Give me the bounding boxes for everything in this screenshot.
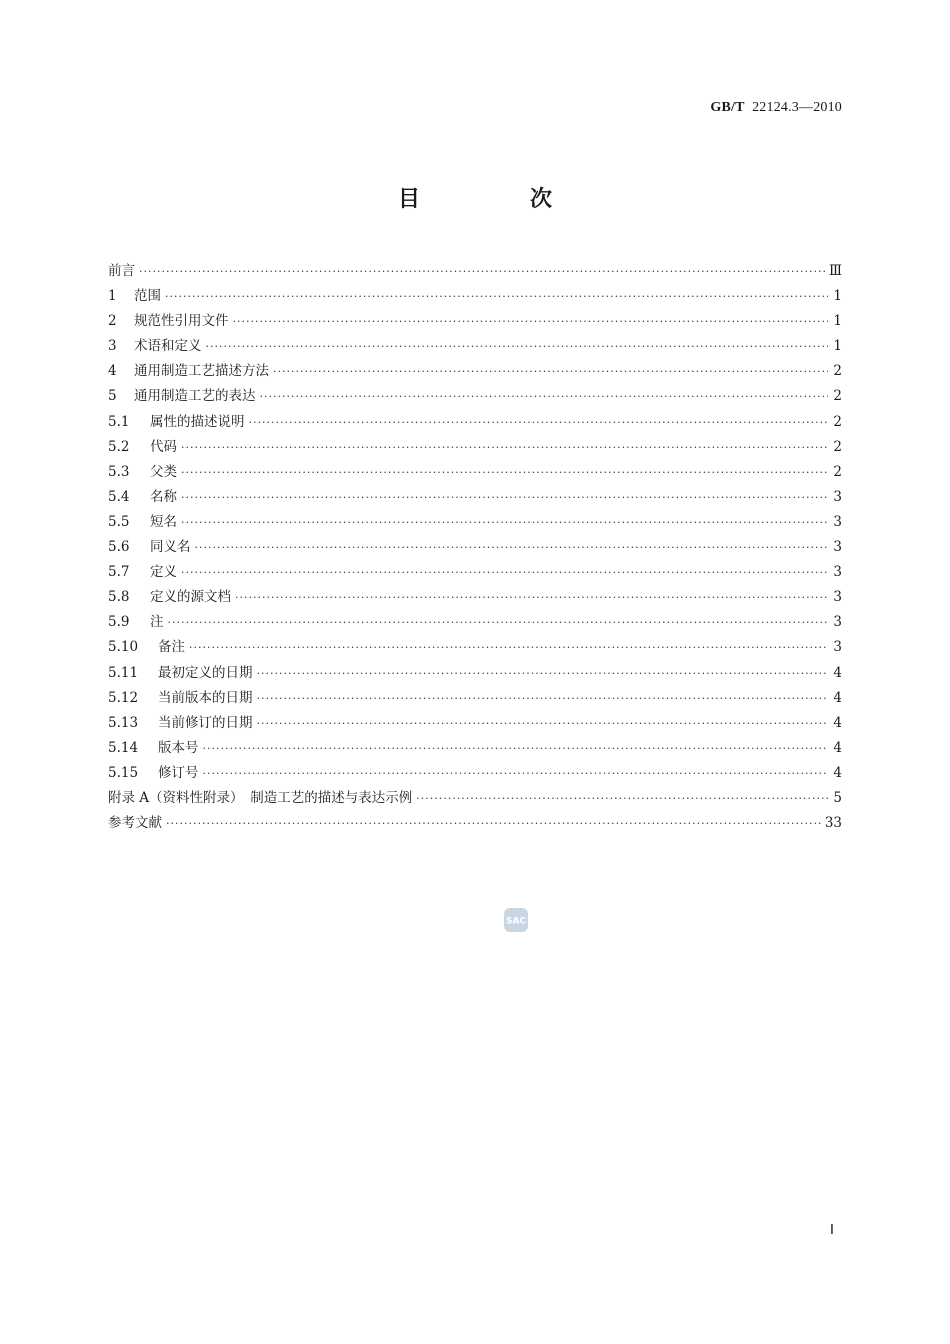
toc-leader-dots xyxy=(181,491,828,504)
logo-text: SAC xyxy=(505,916,527,927)
toc-entry[interactable] xyxy=(108,460,842,485)
toc-entry-label xyxy=(108,711,253,731)
toc-entry-page: 4 xyxy=(833,689,842,706)
toc-entry-page: 2 xyxy=(833,463,842,480)
toc-entry-number: 5.8 xyxy=(108,589,130,606)
toc-entry-label xyxy=(108,485,177,505)
toc-entry-label xyxy=(108,284,161,304)
toc-entry-page: 3 xyxy=(833,639,842,656)
toc-entry-label xyxy=(108,435,177,455)
toc-entry[interactable] xyxy=(108,259,842,284)
toc-entry-label xyxy=(108,635,185,655)
toc-entry-label xyxy=(108,510,177,530)
toc-entry[interactable] xyxy=(108,560,842,585)
toc-leader-dots xyxy=(257,667,829,680)
toc-entry[interactable] xyxy=(108,786,842,811)
toc-entry-label xyxy=(108,610,164,630)
toc-entry-title: 同义名 xyxy=(150,539,191,556)
toc-leader-dots xyxy=(139,265,825,278)
toc-entry-number: 5.12 xyxy=(108,689,139,706)
toc-entry-title: 规范性引用文件 xyxy=(134,313,229,330)
toc-leader-dots xyxy=(249,416,829,429)
toc-entry-label xyxy=(108,334,202,354)
toc-entry-number: 5.14 xyxy=(108,739,139,756)
toc-entry-number: 5.7 xyxy=(108,564,130,581)
toc-entry-page: 1 xyxy=(833,288,842,305)
toc-entry-page: 4 xyxy=(833,714,842,731)
toc-entry-page: 2 xyxy=(833,388,842,405)
toc-entry-title: 最初定义的日期 xyxy=(158,664,253,681)
toc-entry-number: 5.2 xyxy=(108,438,130,455)
toc-entry-label xyxy=(108,736,199,756)
toc-entry-label xyxy=(108,560,177,580)
toc-entry[interactable] xyxy=(108,686,842,711)
toc-entry-label xyxy=(108,259,135,279)
toc-entry-number: 5 xyxy=(108,388,117,405)
toc-entry-page: 2 xyxy=(833,438,842,455)
toc-entry-page: 2 xyxy=(833,363,842,380)
sac-watermark-icon xyxy=(502,906,530,934)
toc-leader-dots xyxy=(181,441,828,454)
toc-entry[interactable] xyxy=(108,309,842,334)
toc-leader-dots xyxy=(257,692,829,705)
toc-leader-dots xyxy=(181,466,828,479)
toc-leader-dots xyxy=(165,290,828,303)
toc-entry-label xyxy=(108,460,177,480)
toc-entry-label xyxy=(108,384,256,404)
toc-entry-title: 当前版本的日期 xyxy=(158,689,253,706)
toc-entry-number: 5.4 xyxy=(108,488,130,505)
toc-entry-title: 代码 xyxy=(150,438,177,455)
toc-entry-number: 4 xyxy=(108,363,117,380)
toc-entry-label xyxy=(108,585,231,605)
toc-entry-label xyxy=(108,410,245,430)
toc-leader-dots xyxy=(203,742,829,755)
toc-leader-dots xyxy=(233,315,829,328)
toc-entry[interactable] xyxy=(108,435,842,460)
toc-entry-page: Ⅲ xyxy=(828,263,842,279)
toc-entry-title: 范围 xyxy=(134,288,161,305)
toc-leader-dots xyxy=(257,717,829,730)
toc-entry[interactable] xyxy=(108,736,842,761)
toc-entry-title: 通用制造工艺的表达 xyxy=(134,388,256,405)
toc-leader-dots xyxy=(166,817,821,830)
toc-entry-title: 参考文献 xyxy=(108,815,162,832)
toc-entry[interactable] xyxy=(108,610,842,635)
toc-entry-title: 属性的描述说明 xyxy=(150,413,245,430)
toc-entry-number: 5.1 xyxy=(108,413,130,430)
toc-entry[interactable] xyxy=(108,485,842,510)
toc-entry-page: 4 xyxy=(833,764,842,781)
toc-entry-label xyxy=(108,686,253,706)
toc-entry[interactable] xyxy=(108,334,842,359)
toc-entry[interactable] xyxy=(108,661,842,686)
toc-leader-dots xyxy=(235,591,828,604)
toc-entry[interactable] xyxy=(108,359,842,384)
toc-leader-dots xyxy=(273,365,828,378)
toc-entry-title: 前言 xyxy=(108,263,135,279)
toc-entry-title: 定义 xyxy=(150,564,177,581)
page-title: 目 次 xyxy=(397,187,596,212)
standard-number: 22124.3—2010 xyxy=(752,100,842,115)
toc-leader-dots xyxy=(260,390,829,403)
toc-entry-page: 1 xyxy=(833,313,842,330)
toc-entry-number: 5.13 xyxy=(108,714,139,731)
toc-entry-page: 3 xyxy=(833,539,842,556)
toc-entry-page: 3 xyxy=(833,488,842,505)
toc-entry-label xyxy=(108,535,191,555)
toc-entry-title: 术语和定义 xyxy=(134,338,202,355)
toc-entry-number: 5.15 xyxy=(108,764,139,781)
toc-entry-page: 33 xyxy=(824,815,842,832)
toc-entry-page: 3 xyxy=(833,513,842,530)
toc-entry[interactable] xyxy=(108,384,842,409)
toc-entry-title: 父类 xyxy=(150,463,177,480)
toc-entry-title: 短名 xyxy=(150,513,177,530)
toc-entry-page: 3 xyxy=(833,614,842,631)
toc-entry-number: 5.6 xyxy=(108,539,130,556)
toc-leader-dots xyxy=(195,541,829,554)
toc-entry-label xyxy=(108,661,253,681)
toc-leader-dots xyxy=(181,516,828,529)
toc-entry[interactable] xyxy=(108,535,842,560)
toc-entry[interactable] xyxy=(108,635,842,660)
toc-leader-dots xyxy=(181,566,828,579)
toc-entry-page: 4 xyxy=(833,739,842,756)
toc-entry-title: 附录 A（资料性附录） 制造工艺的描述与表达示例 xyxy=(108,789,413,806)
toc-entry-page: 4 xyxy=(833,664,842,681)
toc-entry-title: 版本号 xyxy=(158,739,199,756)
toc-entry-label xyxy=(108,761,199,781)
toc-entry[interactable] xyxy=(108,811,842,836)
toc-entry[interactable] xyxy=(108,711,842,736)
toc-leader-dots xyxy=(189,641,828,654)
toc-entry-label xyxy=(108,359,269,379)
toc-entry-title: 修订号 xyxy=(158,764,199,781)
toc-entry-label xyxy=(108,811,162,831)
toc-entry-label xyxy=(108,309,229,329)
standard-prefix: GB/T xyxy=(710,100,745,115)
toc-entry-page: 5 xyxy=(833,789,842,806)
toc-entry-title: 名称 xyxy=(150,488,177,505)
toc-entry-label xyxy=(108,786,412,806)
toc-leader-dots xyxy=(206,340,829,353)
page-number: Ⅰ xyxy=(829,1223,834,1238)
toc-leader-dots xyxy=(416,792,828,805)
toc-entry-page: 1 xyxy=(833,338,842,355)
toc-entry-title: 注 xyxy=(150,614,164,631)
toc-entry[interactable] xyxy=(108,284,842,309)
toc-entry-title: 定义的源文档 xyxy=(150,589,231,606)
toc-entry-number: 5.9 xyxy=(108,614,130,631)
toc-entry-number: 1 xyxy=(108,288,117,305)
toc-entry-number: 5.11 xyxy=(108,664,139,681)
toc-entry-title: 备注 xyxy=(158,639,185,656)
toc-entry-title: 通用制造工艺描述方法 xyxy=(134,363,269,380)
toc-entry-title: 当前修订的日期 xyxy=(158,714,253,731)
toc-entry-page: 3 xyxy=(833,564,842,581)
toc-entry-number: 2 xyxy=(108,313,117,330)
table-of-contents xyxy=(108,259,842,836)
toc-leader-dots xyxy=(203,767,829,780)
toc-entry[interactable] xyxy=(108,761,842,786)
toc-entry-number: 5.3 xyxy=(108,463,130,480)
toc-entry-number: 5.10 xyxy=(108,639,139,656)
toc-entry-page: 3 xyxy=(833,589,842,606)
toc-entry[interactable] xyxy=(108,585,842,610)
toc-entry-page: 2 xyxy=(833,413,842,430)
standard-code xyxy=(710,100,842,116)
toc-entry-number: 5.5 xyxy=(108,513,130,530)
toc-entry[interactable] xyxy=(108,410,842,435)
toc-entry-number: 3 xyxy=(108,338,117,355)
toc-entry[interactable] xyxy=(108,510,842,535)
toc-leader-dots xyxy=(168,616,829,629)
